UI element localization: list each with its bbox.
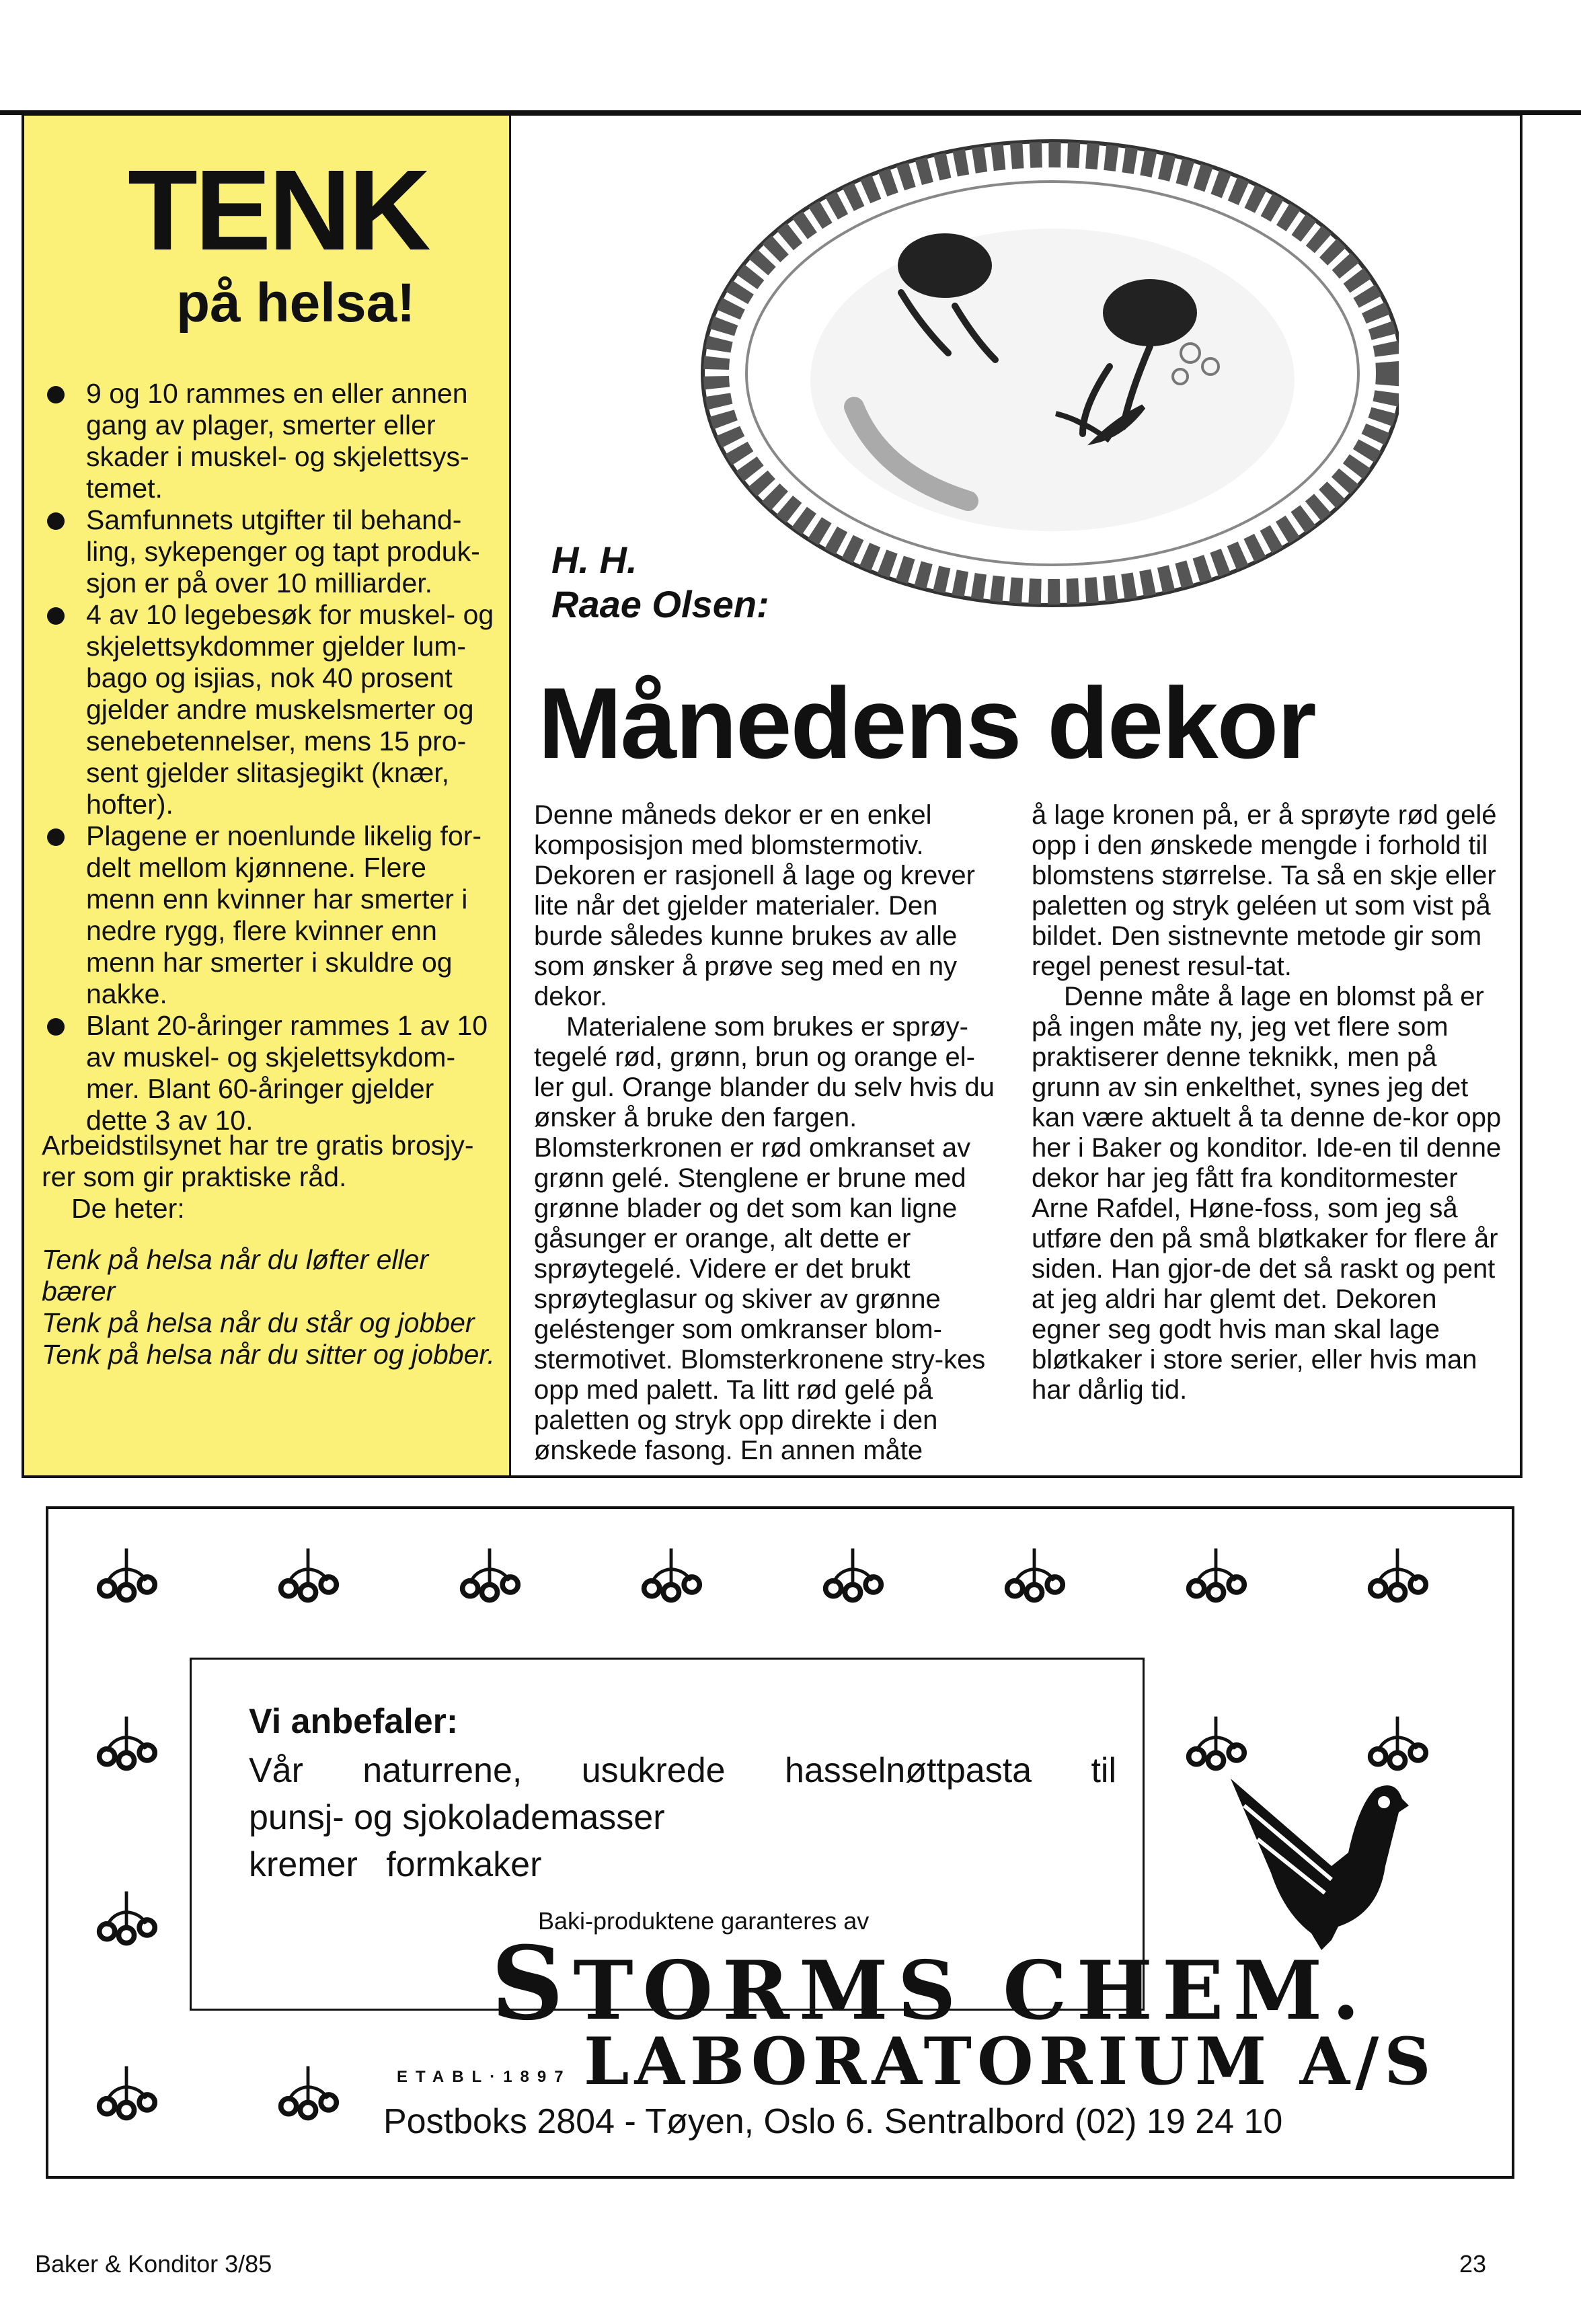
ad-word: til: [1091, 1751, 1116, 1790]
ad-line-3: kremer formkaker: [249, 1845, 542, 1884]
cherry-flower-motif-icon: [94, 1711, 159, 1776]
ad-word: usukrede: [581, 1751, 726, 1790]
paragraph: Denne måneds dekor er en enkel komposisjon med blomstermotiv. Dekoren er rasjonell å lage og krever lite når det gjelder materialer. Den burde således kunne brukes av alle som ønsker å prøve seg med en ny dekor.: [534, 800, 975, 1011]
bullet-text: Blant 20-åringer rammes 1 av 10 av muskel- og skjelettsykdom-mer. Blant 60-åringer gjelder dette 3 av 10.: [86, 1010, 488, 1136]
list-item: [42, 599, 496, 820]
company-name-text: TORMS CHEM.: [573, 1943, 1370, 2038]
brochure-title: Tenk på helsa når du løfter eller bærer: [42, 1244, 429, 1307]
company-name-line-1: [491, 1925, 1370, 2043]
bullet-dot-icon: [47, 512, 65, 530]
cherry-flower-motif-icon: [94, 1543, 159, 1608]
author-name: Raae Olsen:: [551, 583, 769, 625]
list-item: [42, 504, 496, 599]
page-number: 23: [1459, 2250, 1487, 2278]
cherry-flower-motif-icon: [457, 1543, 522, 1608]
list-item: [42, 820, 496, 1010]
list-item: [42, 1010, 496, 1136]
bullet-text: 4 av 10 legebesøk for muskel- og skjelettsykdommer gjelder lum-bago og isjias, nok 40 prosent gjelder andre muskelsmerter og senebetennelser, mens 15 pro-sent gjelder slitasjegikt (knær, hofter).: [86, 599, 494, 820]
publication-name: Baker & Konditor 3/85: [35, 2250, 272, 2278]
cherry-flower-motif-icon: [276, 1543, 340, 1608]
paragraph: å lage kronen på, er å sprøyte rød gelé opp i den ønskede mengde i forhold til blomstens størrelse. Ta så en skje eller paletten og stryk geléen ut som vist på bildet. Den sistnevnte metode gir som regel penest resul-tat.: [1032, 800, 1497, 981]
ad-word: Vår: [249, 1751, 303, 1790]
company-name-line-2: LABORATORIUM A/S: [584, 2023, 1436, 2099]
brochure-title: Tenk på helsa når du står og jobber: [42, 1307, 475, 1338]
bird-icon: [1231, 1765, 1432, 1960]
brochure-title: Tenk på helsa når du sitter og jobber.: [42, 1339, 495, 1370]
author-initials: H. H.: [551, 539, 638, 581]
cherry-flower-motif-icon: [94, 1886, 159, 1951]
bullet-dot-icon: [47, 828, 65, 846]
company-established: ETABL·1897: [397, 2068, 572, 2086]
cherry-flower-motif-icon: [276, 2061, 340, 2126]
article-headline: Månedens dekor: [538, 666, 1315, 779]
brochure-intro: De heter:: [71, 1193, 185, 1224]
brochure-paragraph: [42, 1130, 499, 1225]
cherry-flower-motif-icon: [639, 1543, 703, 1608]
cherry-flower-motif-icon: [1184, 1543, 1248, 1608]
bullet-dot-icon: [47, 1018, 65, 1036]
bullet-text: 9 og 10 rammes en eller annen gang av plager, smerter eller skader i muskel- og skjelettsys-temet.: [86, 378, 469, 504]
cherry-flower-motif-icon: [1002, 1543, 1067, 1608]
ad-word: hasselnøttpasta: [784, 1751, 1032, 1790]
sidebar-bullet-list: [42, 378, 496, 1136]
brochure-list: [42, 1244, 499, 1370]
bullet-dot-icon: [47, 386, 65, 403]
article-column-2: [1032, 800, 1502, 1405]
ad-line-1: [249, 1747, 1116, 1794]
ad-heading: Vi anbefaler:: [249, 1702, 459, 1741]
article-author: [551, 538, 769, 627]
decorated-plate-image: [679, 124, 1399, 622]
bullet-dot-icon: [47, 607, 65, 625]
bullet-text: Samfunnets utgifter til behand-ling, sykepenger og tapt produk-sjon er på over 10 milliarder.: [86, 504, 480, 598]
ad-guarantee: Baki-produktene garanteres av: [538, 1907, 870, 1935]
article-column-1: [534, 800, 1005, 1466]
sidebar-title: TENK: [128, 147, 428, 274]
bullet-text: Plagene er noenlunde likelig for-delt mellom kjønnene. Flere menn enn kvinner har smerter i nedre rygg, flere kvinner enn menn har smerter i skuldre og nakke.: [86, 820, 482, 1009]
ad-line-2: punsj- og sjokolademasser: [249, 1798, 665, 1837]
cherry-flower-motif-icon: [94, 2061, 159, 2126]
company-address: Postboks 2804 - Tøyen, Oslo 6. Sentralbord (02) 19 24 10: [383, 2102, 1283, 2141]
list-item: [42, 378, 496, 504]
paragraph: Denne måte å lage en blomst på er på ingen måte ny, jeg vet flere som praktiserer denne teknikk, men på grunn av sin enkelthet, synes jeg det kan være aktuelt å ta denne de-kor opp her i Baker og konditor. Ide-en til denne dekor har jeg fått fra konditormester Arne Rafdel, Høne-foss, som jeg så utføre den på små bløtkaker for flere år siden. Han gjor-de det så raskt og pent at jeg aldri har glemt det. Dekoren egner seg godt hvis man skal lage bløtkaker i store serier, eller hvis man har dårlig tid.: [1032, 982, 1502, 1405]
cherry-flower-motif-icon: [820, 1543, 885, 1608]
brochure-text: Arbeidstilsynet har tre gratis brosjy-rer som gir praktiske råd.: [42, 1130, 474, 1192]
company-initial: S: [491, 1925, 574, 2043]
cherry-flower-motif-icon: [1365, 1543, 1430, 1608]
sidebar-subtitle: på helsa!: [176, 272, 416, 334]
paragraph: Materialene som brukes er sprøy-tegelé rød, grønn, brun og orange el-ler gul. Orange blander du selv hvis du ønsker å bruke den fargen. Blomsterkronen er rød omkranset av grønn gelé. Stenglene er brune med grønne blader og det som kan ligne gåsunger er orange, alt dette er sprøytegelé. Videre er det brukt sprøyteglasur og skiver av grønne geléstenger som omkranser blom-stermotivet. Blomsterkronene stry-kes opp med palett. Ta litt rød gelé på paletten og stryk opp direkte i den ønskede fasong. En annen måte: [534, 1012, 995, 1465]
ad-word: naturrene,: [362, 1751, 523, 1790]
